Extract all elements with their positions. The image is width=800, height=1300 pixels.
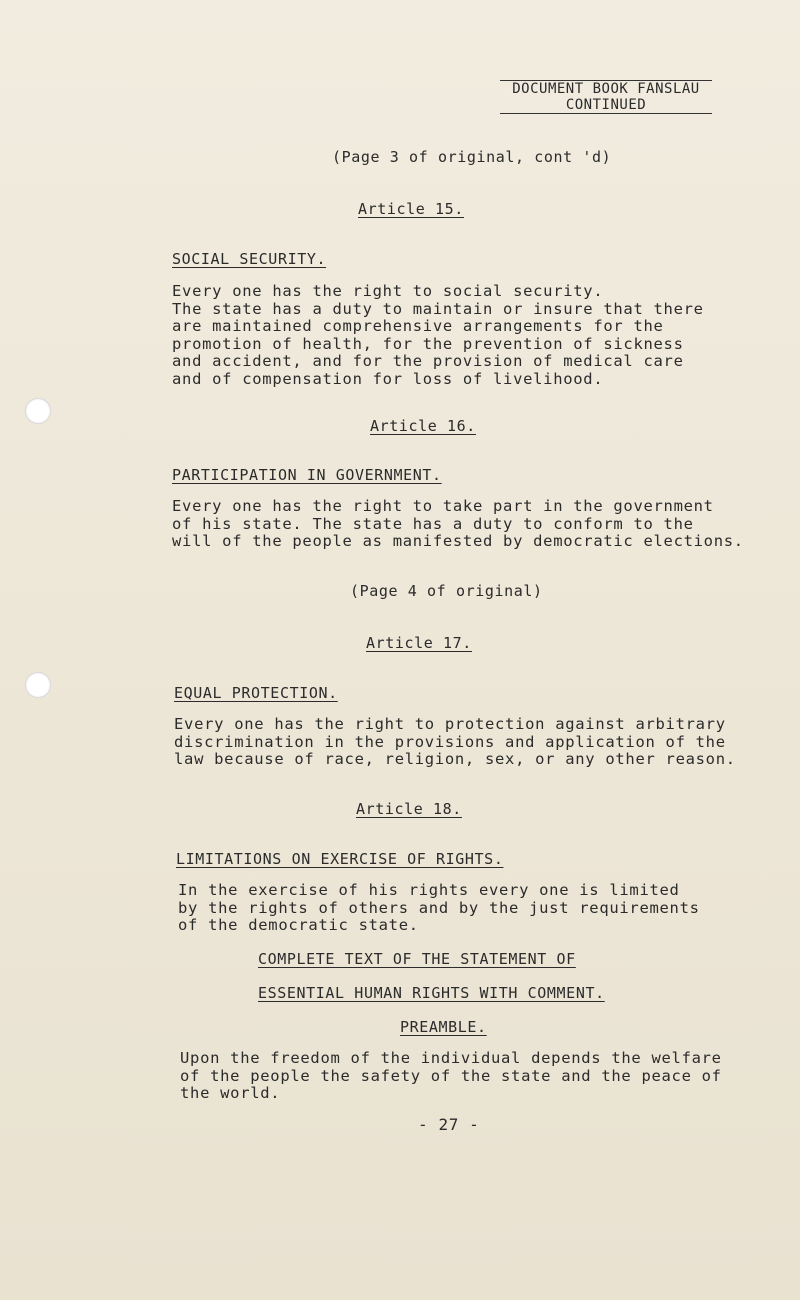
article-15-body: Every one has the right to social security. The state has a duty to maintain or insure that there are maintained comprehensive arrangements for the promotion of health, for the prevention of sickness and accident, and for the provision of medical care and of compensation for loss of livelihood.	[172, 282, 704, 388]
statement-title-line-2: ESSENTIAL HUMAN RIGHTS WITH COMMENT.	[258, 984, 605, 1002]
article-16-heading: Article 16.	[370, 417, 476, 435]
punch-hole-bottom	[25, 672, 51, 698]
punch-hole-top	[25, 398, 51, 424]
page-reference-4: (Page 4 of original)	[350, 582, 543, 600]
document-header	[500, 80, 712, 114]
article-18-body: In the exercise of his rights every one is limited by the rights of others and by the just requirements of the democratic state.	[178, 881, 700, 934]
article-17-title: EQUAL PROTECTION.	[174, 684, 338, 702]
article-17-body: Every one has the right to protection against arbitrary discrimination in the provisions and application of the law because of race, religion, sex, or any other reason.	[174, 715, 736, 768]
article-15-title: SOCIAL SECURITY.	[172, 250, 327, 268]
page-reference-3: (Page 3 of original, cont 'd)	[332, 148, 612, 166]
header-line-1: DOCUMENT BOOK FANSLAU	[512, 81, 700, 97]
article-16-title: PARTICIPATION IN GOVERNMENT.	[172, 466, 442, 484]
statement-title-line-1: COMPLETE TEXT OF THE STATEMENT OF	[258, 950, 576, 968]
header-line-2: CONTINUED	[565, 97, 647, 113]
article-17-heading: Article 17.	[366, 634, 472, 652]
article-16-body: Every one has the right to take part in the government of his state. The state has a duty to conform to the will of the people as manifested by democratic elections.	[172, 497, 744, 550]
article-18-heading: Article 18.	[356, 800, 462, 818]
preamble-heading: PREAMBLE.	[400, 1018, 487, 1036]
page-number: - 27 -	[418, 1115, 480, 1134]
article-15-heading: Article 15.	[358, 200, 464, 218]
article-18-title: LIMITATIONS ON EXERCISE OF RIGHTS.	[176, 850, 504, 868]
preamble-body: Upon the freedom of the individual depends the welfare of the people the safety of the state and the peace of the world.	[180, 1049, 722, 1102]
